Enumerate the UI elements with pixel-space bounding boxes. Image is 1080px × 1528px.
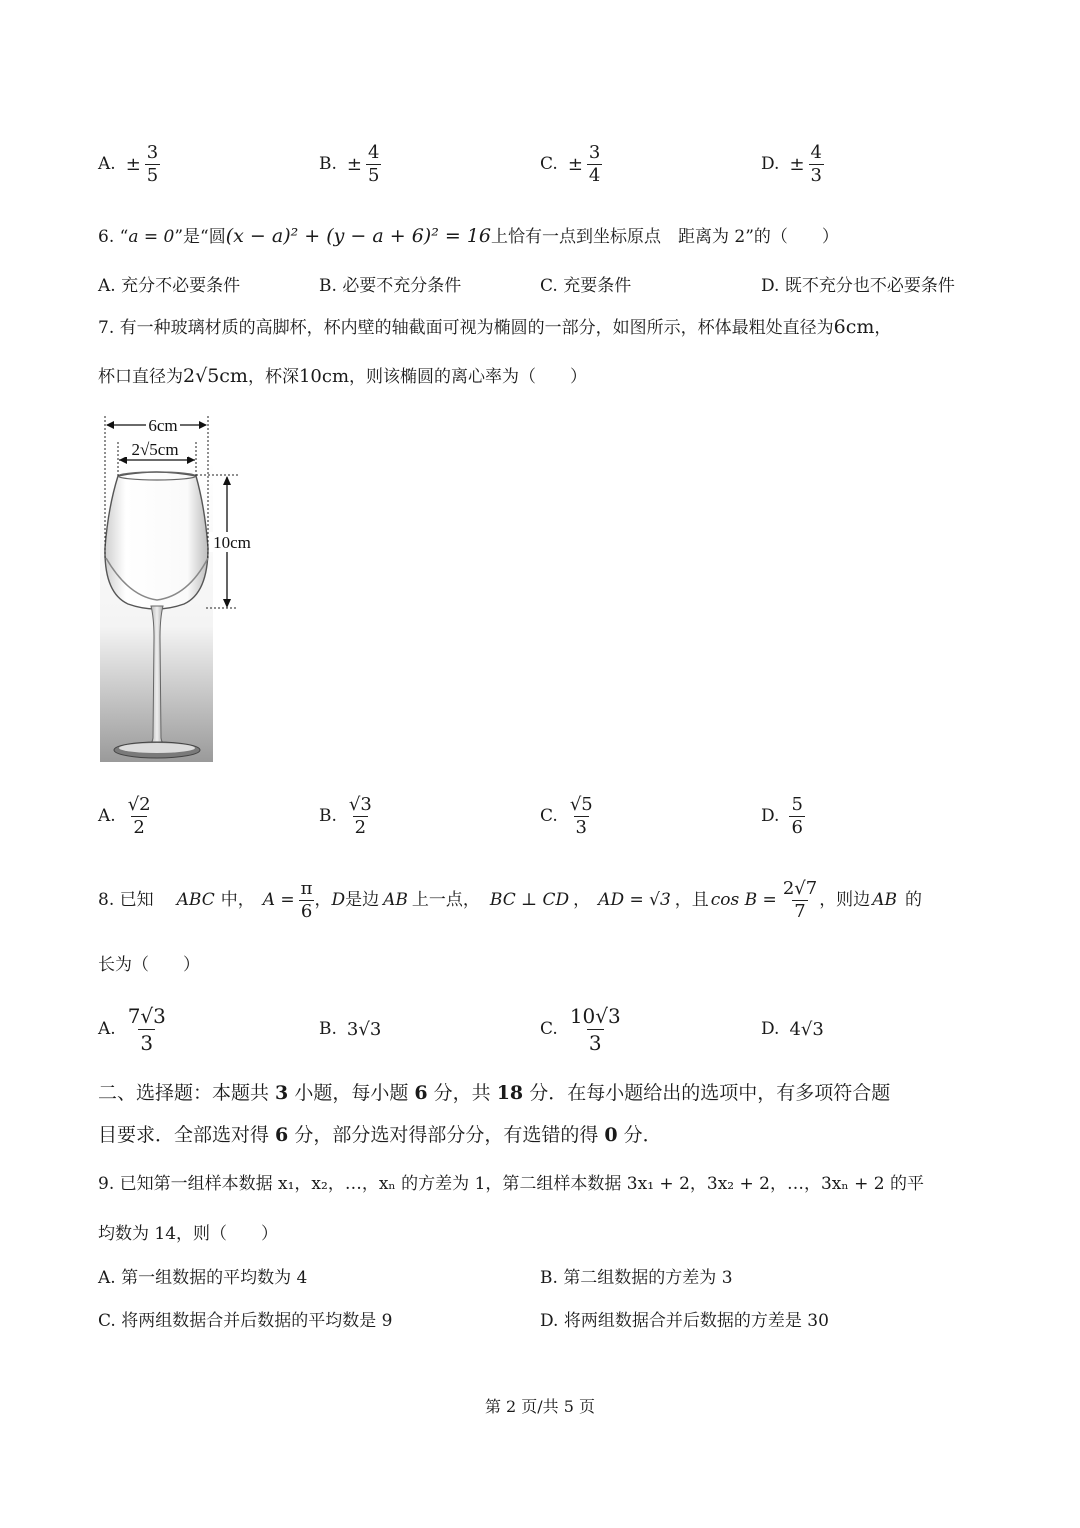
figure-depth-label: 10cm	[213, 533, 251, 552]
q8-option-a[interactable]: A. $\frac{7√3}{3}$	[98, 1003, 166, 1055]
q8-option-b[interactable]: B. 3√3	[319, 1018, 382, 1040]
section2-heading-line1: 二、选择题：本题共 3 小题，每小题 6 分，共 18 分．在每小题给出的选项中，有多项符合题	[98, 1082, 891, 1104]
q8-options	[98, 999, 998, 1059]
q8-stem-line2: 长为（ ）	[98, 955, 200, 975]
q9-option-a[interactable]: A. 第一组数据的平均数为 4	[98, 1268, 308, 1288]
q8-stem-line1: 8. 已知 ABC 中， A = $\frac{\pi}{6}$ ， D 是边 AB 上一点， BC ⊥ CD ， AD = √3 ，且 cos B = $\frac{2√7}{7}$ ，则边 AB 的	[98, 877, 922, 922]
q5-option-d[interactable]: D. ± $\frac{4}{3}$	[761, 141, 822, 186]
glass-bowl	[105, 472, 208, 609]
q7-option-a[interactable]: A. $\frac{√2}{2}$	[98, 793, 151, 838]
q5-option-a[interactable]: A. ± $\frac{3}{5}$	[98, 141, 159, 186]
q7-option-d[interactable]: D. $\frac{5}{6}$	[761, 793, 803, 838]
q8-option-c[interactable]: C. $\frac{10√3}{3}$	[540, 1003, 621, 1055]
q5-options	[98, 136, 998, 192]
q5-option-c[interactable]: C. ± $\frac{3}{4}$	[540, 141, 601, 186]
figure-top-label: 6cm	[148, 416, 178, 435]
q6-option-b[interactable]: B. 必要不充分条件	[319, 276, 462, 296]
q6-stem: 6. “a = 0”是“圆(x − a)² + (y − a + 6)² = 16上恰有一点到坐标原点 距离为 2”的（ ）	[98, 225, 839, 247]
q9-stem-line2: 均数为 14，则（ ）	[98, 1224, 279, 1244]
q7-stem-line1: 7. 有一种玻璃材质的高脚杯，杯内壁的轴截面可视为椭圆的一部分，如图所示，杯体最粗处直径为6cm，	[98, 316, 892, 338]
q5-option-b[interactable]: B. ± $\frac{4}{5}$	[319, 141, 380, 186]
wine-glass-figure	[98, 408, 268, 766]
q8-option-d[interactable]: D. 4√3	[761, 1018, 824, 1040]
page-footer: 第 2 页/共 5 页	[484, 1397, 596, 1416]
q9-options	[98, 1265, 998, 1335]
q7-stem-line2: 杯口直径为2√5cm，杯深10cm，则该椭圆的离心率为（ ）	[98, 365, 588, 387]
figure-inner-label: 2√5cm	[131, 440, 179, 459]
q7-option-c[interactable]: C. $\frac{√5}{3}$	[540, 793, 593, 838]
q6-option-a[interactable]: A. 充分不必要条件	[98, 276, 241, 296]
q9-option-c[interactable]: C. 将两组数据合并后数据的平均数是 9	[98, 1311, 393, 1331]
section2-heading-line2: 目要求．全部选对得 6 分，部分选对得部分分，有选错的得 0 分．	[98, 1124, 662, 1146]
q7-options	[98, 788, 998, 844]
q6-options	[98, 273, 998, 299]
q6-option-c[interactable]: C. 充要条件	[540, 276, 632, 296]
q9-stem-line1: 9. 已知第一组样本数据 x₁，x₂，…，xₙ 的方差为 1，第二组样本数据 3x₁ + 2，3x₂ + 2，…，3xₙ + 2 的平	[98, 1174, 925, 1194]
q9-option-b[interactable]: B. 第二组数据的方差为 3	[540, 1268, 733, 1288]
q9-option-d[interactable]: D. 将两组数据合并后数据的方差是 30	[540, 1311, 829, 1331]
q7-option-b[interactable]: B. $\frac{√3}{2}$	[319, 793, 372, 838]
q6-option-d[interactable]: D. 既不充分也不必要条件	[761, 276, 955, 296]
